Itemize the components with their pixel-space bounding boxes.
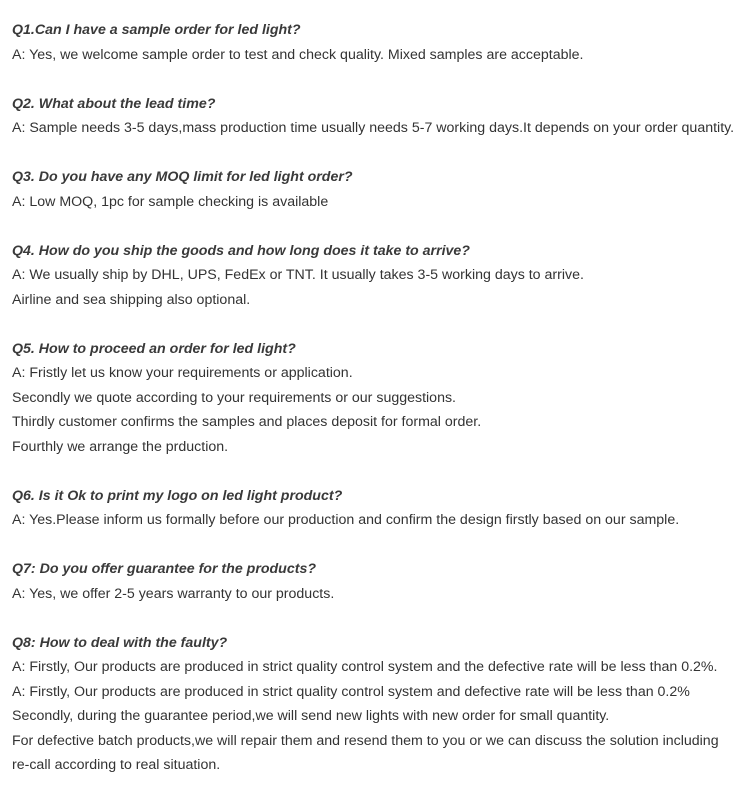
faq-spacer	[12, 214, 742, 239]
faq-item-q6	[12, 484, 742, 533]
faq-answer-line: Thirdly customer confirms the samples and places deposit for formal order.	[12, 414, 482, 430]
faq-list	[12, 18, 742, 778]
faq-answer-line: A: Yes, we offer 2-5 years warranty to our products.	[12, 585, 335, 602]
faq-answer-line: A: Firstly, Our products are produced in strict quality control system and the defective rate will be less than 0.2%.	[12, 659, 718, 675]
faq-answer-line: Airline and sea shipping also optional.	[12, 291, 251, 308]
faq-answer-line: Secondly we quote according to your requirements or our suggestions.	[12, 389, 457, 406]
faq-answer-line: A: Sample needs 3-5 days,mass production time usually needs 5-7 working days.It depends on your order quantity.	[12, 120, 735, 136]
faq-spacer	[12, 312, 742, 337]
faq-question: Q4. How do you ship the goods and how long does it take to arrive?	[12, 242, 470, 259]
faq-item-q3	[12, 165, 742, 214]
faq-answer-line: re-call according to real situation.	[12, 757, 221, 773]
faq-answer-line: Secondly, during the guarantee period,we will send new lights with new order for small quantity.	[12, 708, 610, 724]
faq-answer-line: A: We usually ship by DHL, UPS, FedEx or TNT. It usually takes 3-5 working days to arrive.	[12, 267, 584, 283]
faq-answer-line: A: Yes.Please inform us formally before our production and confirm the design firstly based on our sample.	[12, 512, 680, 528]
faq-spacer	[12, 141, 742, 166]
faq-question: Q3. Do you have any MOQ limit for led light order?	[12, 169, 353, 185]
faq-answer-line: For defective batch products,we will repair them and resend them to you or we can discuss the solution including	[12, 732, 719, 749]
faq-spacer	[12, 606, 742, 631]
faq-answer-line: A: Firstly, Our products are produced in strict quality control system and defective rate will be less than 0.2%	[12, 683, 690, 700]
faq-answer-line: A: Low MOQ, 1pc for sample checking is available	[12, 193, 329, 210]
faq-spacer	[12, 459, 742, 484]
faq-answer-line: Fourthly we arrange the prduction.	[12, 438, 229, 455]
faq-item-q2	[12, 92, 742, 141]
faq-answer-line: A: Yes, we welcome sample order to test and check quality. Mixed samples are acceptable.	[12, 46, 584, 63]
faq-spacer	[12, 67, 742, 92]
faq-question: Q7: Do you offer guarantee for the products?	[12, 561, 317, 577]
faq-question: Q1.Can I have a sample order for led light?	[12, 22, 301, 38]
faq-question: Q2. What about the lead time?	[12, 95, 216, 112]
faq-spacer	[12, 533, 742, 558]
faq-question: Q6. Is it Ok to print my logo on led light product?	[12, 487, 343, 504]
faq-item-q7	[12, 557, 742, 606]
faq-question: Q5. How to proceed an order for led light?	[12, 340, 296, 357]
faq-question: Q8: How to deal with the faulty?	[12, 634, 228, 651]
faq-item-q4	[12, 239, 742, 313]
faq-item-q1	[12, 18, 742, 67]
faq-item-q5	[12, 337, 742, 460]
faq-answer-line: A: Fristly let us know your requirements or application.	[12, 365, 353, 381]
faq-item-q8	[12, 631, 742, 778]
